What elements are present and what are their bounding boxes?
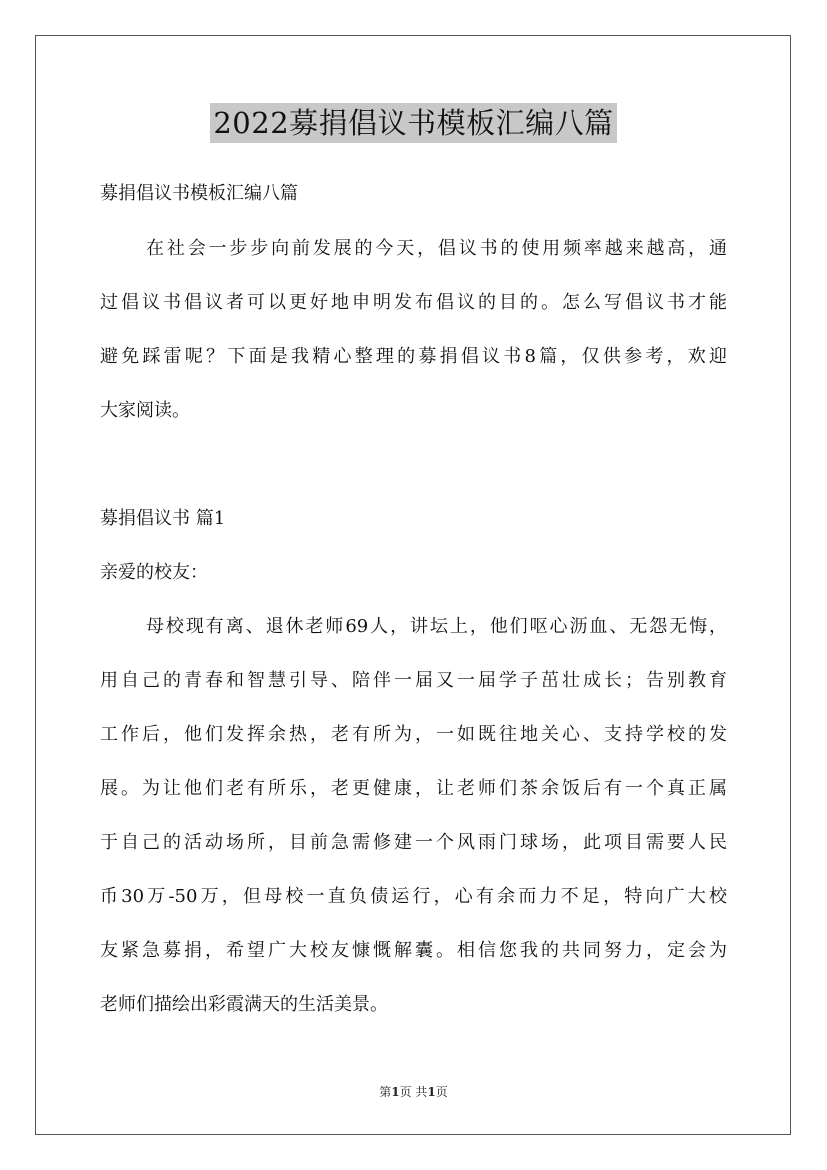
- title-container: [0, 103, 827, 143]
- intro-line: 大家阅读。: [100, 400, 190, 421]
- footer-mid: 页 共: [399, 1085, 428, 1099]
- body-line: 展。为让他们老有所乐，老更健康，让老师们茶余饭后有一个真正属: [100, 778, 727, 799]
- salutation: 亲爱的校友：: [100, 562, 208, 583]
- section-heading: 募捐倡议书 篇1: [100, 508, 226, 529]
- footer-total-pages: 1: [427, 1085, 436, 1099]
- body-line: 老师们描绘出彩霞满天的生活美景。: [100, 994, 388, 1015]
- footer-suffix: 页: [435, 1085, 448, 1099]
- intro-line: 在社会一步步向前发展的今天，倡议书的使用频率越来越高，通: [146, 238, 727, 259]
- document-title: 2022募捐倡议书模板汇编八篇: [210, 103, 616, 143]
- intro-line: 过倡议书倡议者可以更好地申明发布倡议的目的。怎么写倡议书才能: [100, 292, 727, 313]
- body-line: 用自己的青春和智慧引导、陪伴一届又一届学子茁壮成长；告别教育: [100, 670, 727, 691]
- page-footer: [0, 1084, 827, 1100]
- footer-page-number: 1: [391, 1085, 400, 1099]
- body-line: 于自己的活动场所，目前急需修建一个风雨门球场，此项目需要人民: [100, 832, 727, 853]
- intro-line: 避免踩雷呢？下面是我精心整理的募捐倡议书8篇，仅供参考，欢迎: [100, 346, 727, 367]
- footer-prefix: 第: [379, 1085, 392, 1099]
- document-subtitle: 募捐倡议书模板汇编八篇: [100, 183, 298, 204]
- body-line: 工作后，他们发挥余热，老有所为，一如既往地关心、支持学校的发: [100, 724, 727, 745]
- body-line: 友紧急募捐，希望广大校友慷慨解囊。相信您我的共同努力，定会为: [100, 940, 727, 961]
- body-line: 币30万-50万，但母校一直负债运行，心有余而力不足，特向广大校: [100, 886, 727, 907]
- body-line: 母校现有离、退休老师69人，讲坛上，他们呕心沥血、无怨无悔，: [146, 616, 727, 637]
